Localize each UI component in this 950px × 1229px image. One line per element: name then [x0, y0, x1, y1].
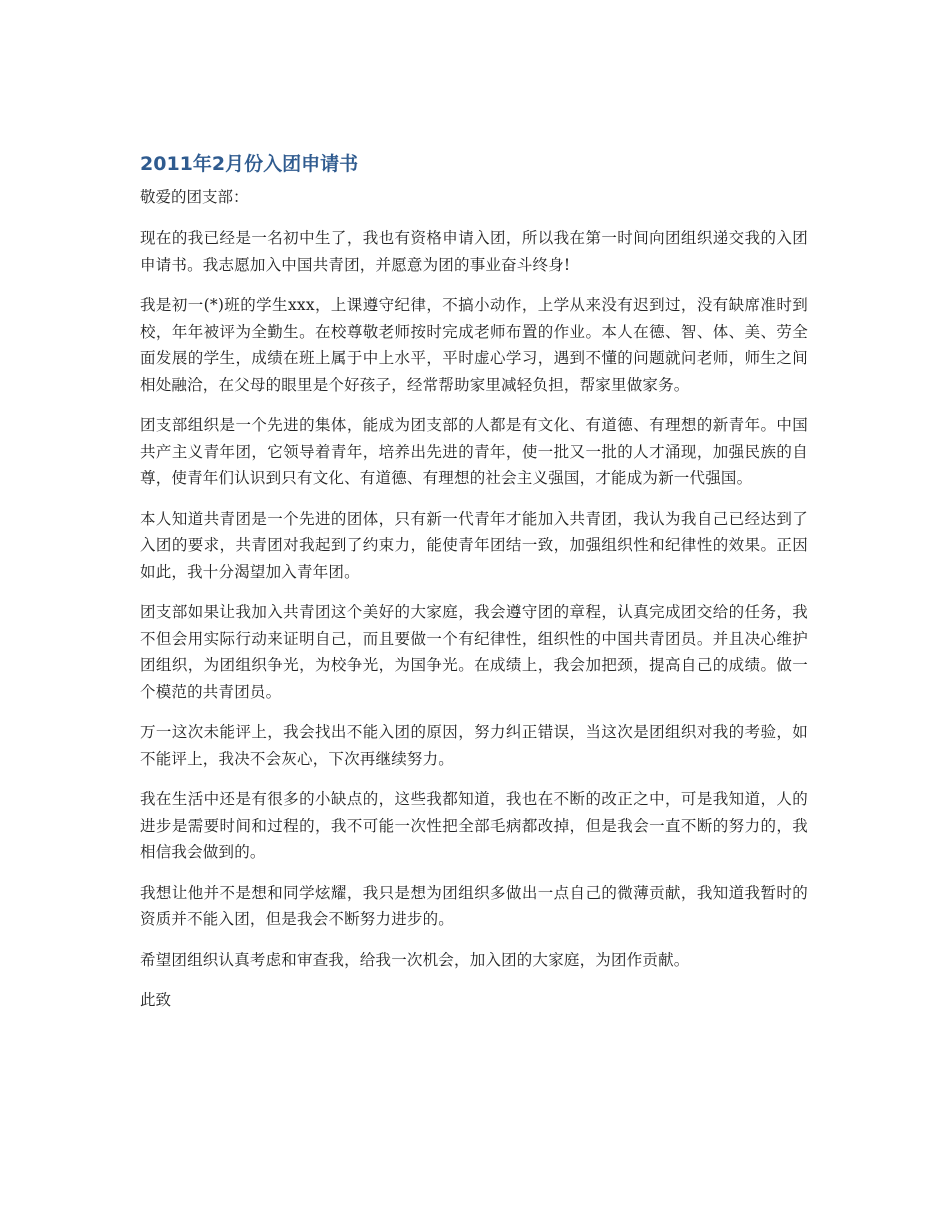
- document-page: [140, 150, 808, 1014]
- paragraph-3: 团支部组织是一个先进的集体，能成为团支部的人都是有文化、有道德、有理想的新青年。中国共产主义青年团，它领导着青年，培养出先进的青年，使一批又一批的人才涌现，加强民族的自尊，使青年们认识到只有文化、有道德、有理想的社会主义强国，才能成为新一代强国。: [140, 416, 808, 487]
- closing-line: 此致: [140, 991, 172, 1009]
- paragraph-9: 希望团组织认真考虑和审查我，给我一次机会，加入团的大家庭，为团作贡献。: [140, 950, 690, 969]
- document-title: 2011年2月份入团申请书: [140, 153, 359, 175]
- paragraph-1: 现在的我已经是一名初中生了，我也有资格申请入团，所以我在第一时间向团组织递交我的入团申请书。我志愿加入中国共青团，并愿意为团的事业奋斗终身!: [140, 229, 808, 274]
- paragraph-5: 团支部如果让我加入共青团这个美好的大家庭，我会遵守团的章程，认真完成团交给的任务，我不但会用实际行动来证明自己，而且要做一个有纪律性，组织性的中国共青团员。并且决心维护团组织，为团组织争光，为校争光，为国争光。在成绩上，我会加把颈，提高自己的成绩。做一个模范的共青团员。: [140, 603, 808, 701]
- paragraph-2: 我是初一(*)班的学生xxx，上课遵守纪律，不搞小动作，上学从来没有迟到过，没有缺席准时到校，年年被评为全勤生。在校尊敬老师按时完成老师布置的作业。本人在德、智、体、美、劳全面发展的学生，成绩在班上属于中上水平，平时虚心学习，遇到不懂的问题就问老师，师生之间相处融洽，在父母的眼里是个好孩子，经常帮助家里减轻负担，帮家里做家务。: [140, 296, 808, 394]
- paragraph-4: 本人知道共青团是一个先进的团体，只有新一代青年才能加入共青团，我认为我自己已经达到了入团的要求，共青团对我起到了约束力，能使青年团结一致，加强组织性和纪律性的效果。正因如此，我十分渴望加入青年团。: [140, 509, 808, 581]
- paragraph-7: 我在生活中还是有很多的小缺点的，这些我都知道，我也在不断的改正之中，可是我知道，人的进步是需要时间和过程的，我不可能一次性把全部毛病都改掉，但是我会一直不断的努力的，我相信我会做到的。: [140, 790, 808, 861]
- salutation: 敬爱的团支部：: [140, 188, 249, 206]
- paragraph-6: 万一这次未能评上，我会找出不能入团的原因，努力纠正错误，当这次是团组织对我的考验，如不能评上，我决不会灰心，下次再继续努力。: [140, 723, 808, 768]
- paragraph-8: 我想让他并不是想和同学炫耀，我只是想为团组织多做出一点自己的微薄贡献，我知道我暂时的资质并不能入团，但是我会不断努力进步的。: [140, 883, 808, 928]
